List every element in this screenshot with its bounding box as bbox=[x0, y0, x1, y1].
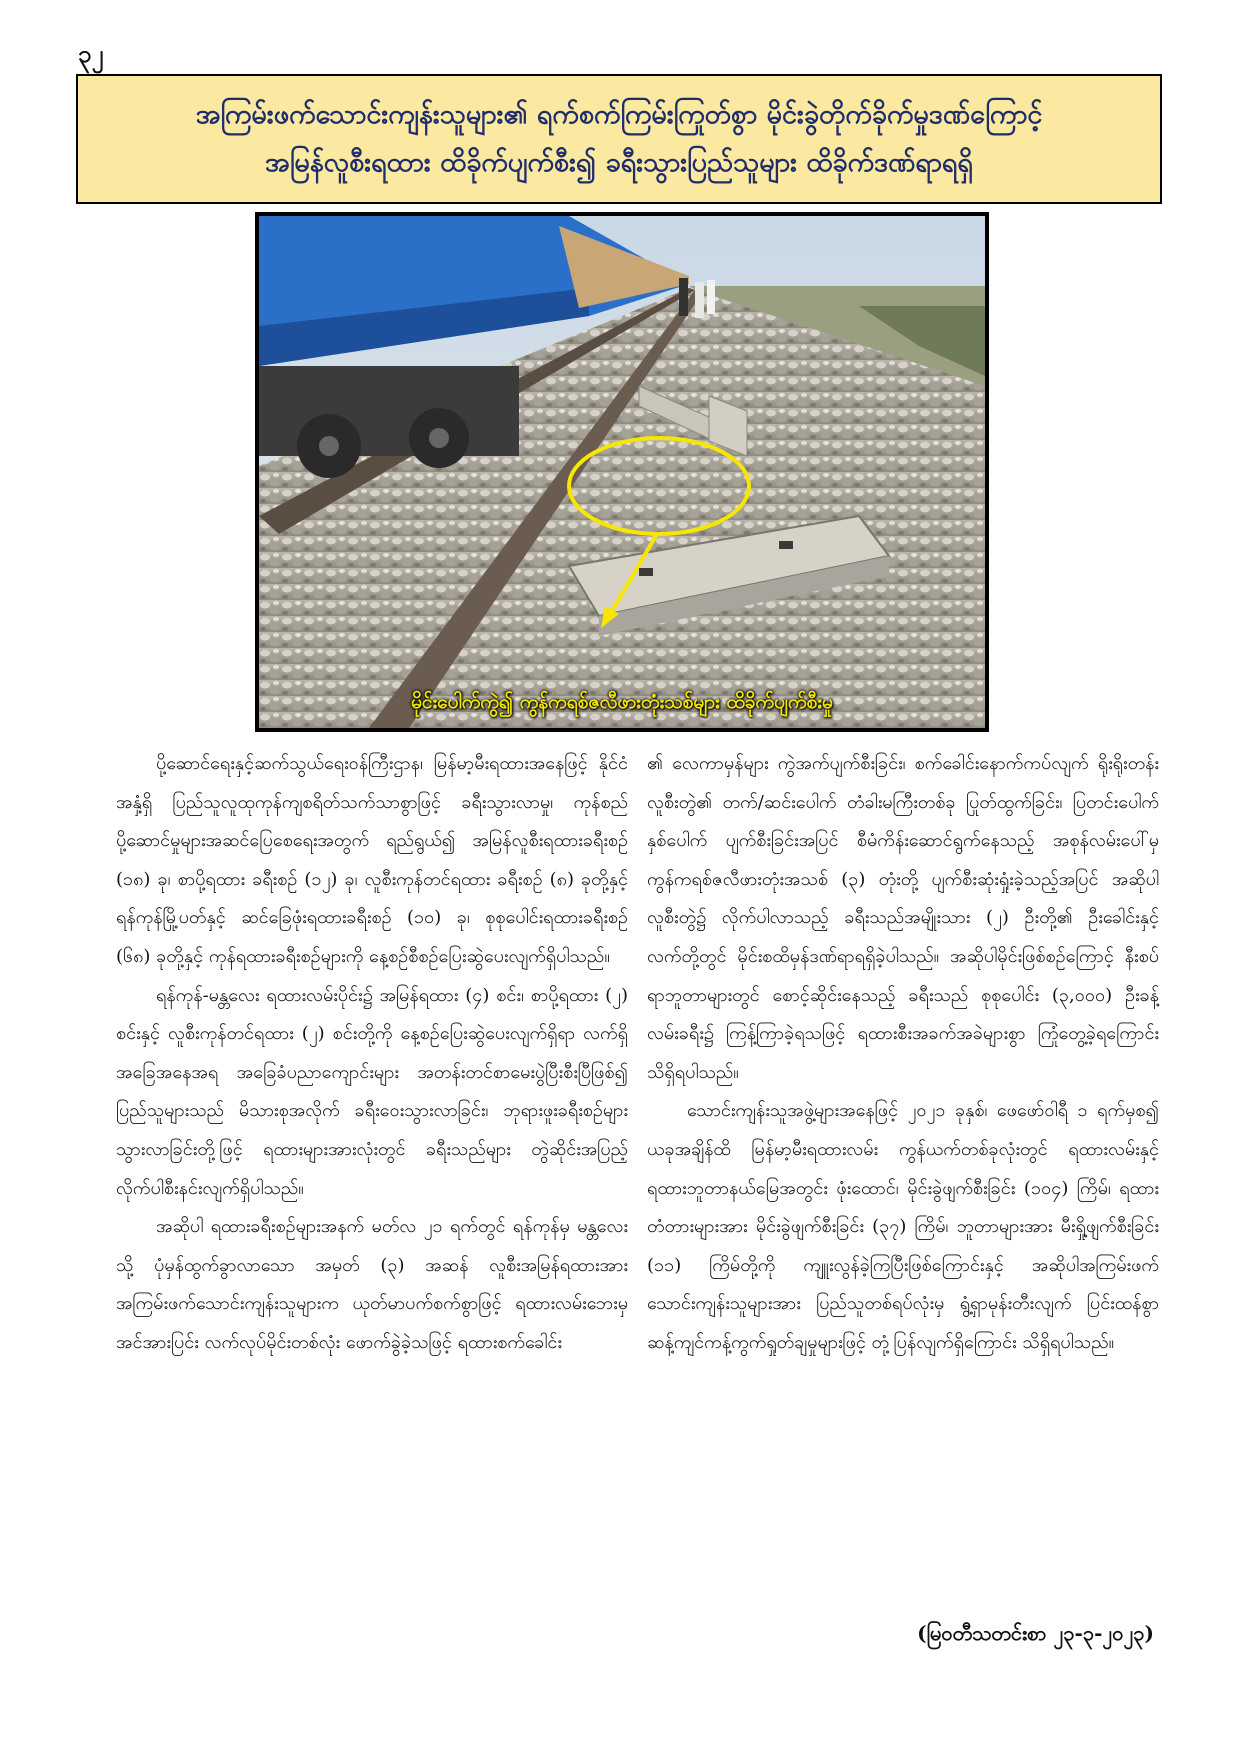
article-paragraph: အဆိုပါ ရထားခရီးစဉ်များအနက် မတ်လ ၂၁ ရက်တွင် ရန်ကုန်မှ မန္တလေးသို့ ပုံမှန်ထွက်ခွာလာသော အမှတ် (၃) အဆန် လူစီးအမြန်ရထားအား အကြမ်းဖက်သောင်းကျန်းသူများက ယုတ်မာပက်စက်စွာဖြင့် ရထားလမ်းဘေးမှ အင်အားပြင်း လက်လုပ်မိုင်းတစ်လုံး ဖောက်ခွဲခဲ့သဖြင့် ရထားစက်ခေါင်း bbox=[116, 1216, 628, 1353]
article-paragraph: ရန်ကုန်-မန္တလေး ရထားလမ်းပိုင်း၌ အမြန်ရထား (၄) စင်း၊ စာပို့ရထား (၂) စင်းနှင့် လူစီးကုန်တင်ရထား (၂) စင်းတို့ကို နေ့စဉ်ပြေးဆွဲပေးလျက်ရှိရာ လက်ရှိအခြေအနေအရ အခြေခံပညာကျောင်းများ အတန်းတင်စာမေးပွဲပြီးစီးပြီဖြစ်၍ ပြည်သူများသည် မိသားစုအလိုက် ခရီးဝေးသွားလာခြင်း၊ ဘုရားဖူးခရီးစဉ်များ သွားလာခြင်းတို့ဖြင့် ရထားများအားလုံးတွင် ခရီးသည်များ တွဲဆိုင်းအပြည့် လိုက်ပါစီးနင်းလျက်ရှိပါသည်။ bbox=[116, 984, 628, 1199]
headline-line-1: အကြမ်းဖက်သောင်းကျန်းသူများ၏ ရက်စက်ကြမ်းကြုတ်စွာ မိုင်းခွဲတိုက်ခိုက်မှုဒဏ်ကြောင့် bbox=[195, 99, 1043, 130]
train-track-photo bbox=[255, 212, 989, 732]
article-column-right bbox=[647, 745, 1159, 1363]
source-credit: (မြဝတီသတင်းစာ ၂၃-၃-၂၀၂၃) bbox=[917, 1621, 1154, 1645]
article-column-left bbox=[116, 745, 628, 1363]
photo-caption: မိုင်းပေါက်ကွဲ၍ ကွန်ကရစ်ဇလီဖားတုံးသစ်များ ထိခိုက်ပျက်စီးမှု bbox=[411, 691, 833, 713]
article-paragraph: သောင်းကျန်းသူအဖွဲ့များအနေဖြင့် ၂၀၂၁ ခုနှစ်၊ ဖေဖော်ဝါရီ ၁ ရက်မှစ၍ ယခုအချိန်ထိ မြန်မာ့မီးရထားလမ်း ကွန်ယက်တစ်ခုလုံးတွင် ရထားလမ်းနှင့် ရထားဘူတာနယ်မြေအတွင်း ဖုံးထောင်၊ မိုင်းခွဲဖျက်စီးခြင်း (၁၀၄) ကြိမ်၊ ရထားတံတားများအား မိုင်းခွဲဖျက်စီးခြင်း (၃၇) ကြိမ်၊ ဘူတာများအား မီးရှို့ဖျက်စီးခြင်း (၁၁) ကြိမ်တို့ကို ကျူးလွန်ခဲ့ကြပြီးဖြစ်ကြောင်းနှင့် အဆိုပါအကြမ်းဖက်သောင်းကျန်းသူများအား ပြည်သူတစ်ရပ်လုံးမှ ရွံ့ရှာမုန်းတီးလျက် ပြင်းထန်စွာဆန့်ကျင်ကန့်ကွက်ရှုတ်ချမှုများဖြင့် တုံ့ပြန်လျက်ရှိကြောင်း သိရှိရပါသည်။ bbox=[647, 1100, 1159, 1353]
headline-box bbox=[76, 74, 1162, 204]
photo-illustration bbox=[259, 216, 985, 728]
headline-line-2: အမြန်လူစီးရထား ထိခိုက်ပျက်စီး၍ ခရီးသွားပြည်သူများ ထိခိုက်ဒဏ်ရာရရှိ bbox=[265, 147, 973, 178]
article-paragraph: ၏ လေကာမှန်များ ကွဲအက်ပျက်စီးခြင်း၊ စက်ခေါင်းနောက်ကပ်လျက် ရိုးရိုးတန်းလူစီးတွဲ၏ တက်/ဆင်းပေါက် တံခါးမကြီးတစ်ခု ပြုတ်ထွက်ခြင်း၊ ပြတင်းပေါက်နှစ်ပေါက် ပျက်စီးခြင်းအပြင် စီမံကိန်းဆောင်ရွက်နေသည့် အစုန်လမ်းပေါ်မှ ကွန်ကရစ်ဇလီဖားတုံးအသစ် (၃) တုံးတို့ ပျက်စီးဆုံးရှုံးခဲ့သည့်အပြင် အဆိုပါလူစီးတွဲ၌ လိုက်ပါလာသည့် ခရီးသည်အမျိုးသား (၂) ဦးတို့၏ ဦးခေါင်းနှင့်လက်တို့တွင် မိုင်းစထိမှန်ဒဏ်ရာရရှိခဲ့ပါသည်။ အဆိုပါမိုင်းဖြစ်စဉ်ကြောင့် နီးစပ်ရာဘူတာများတွင် စောင့်ဆိုင်းနေသည့် ခရီးသည် စုစုပေါင်း (၃,၀၀၀) ဦးခန့် လမ်းခရီး၌ ကြန့်ကြာခဲ့ရသဖြင့် ရထားစီးအခက်အခဲများစွာ ကြုံတွေ့ခဲ့ရကြောင်း သိရှိရပါသည်။ bbox=[647, 753, 1159, 1083]
page-number: ၃၂ bbox=[78, 40, 104, 68]
article-paragraph: ပို့ဆောင်ရေးနှင့်ဆက်သွယ်ရေးဝန်ကြီးဌာန၊ မြန်မာ့မီးရထားအနေဖြင့် နိုင်ငံအနှံ့ရှိ ပြည်သူလူထုကုန်ကျစရိတ်သက်သာစွာဖြင့် ခရီးသွားလာမှု၊ ကုန်စည်ပို့ဆောင်မှုများအဆင်ပြေစေရေးအတွက် ရည်ရွယ်၍ အမြန်လူစီးရထားခရီးစဉ် (၁၈) ခု၊ စာပို့ရထား ခရီးစဉ် (၁၂) ခု၊ လူစီးကုန်တင်ရထား ခရီးစဉ် (၈) ခုတို့နှင့် ရန်ကုန်မြို့ပတ်နှင့် ဆင်ခြေဖုံးရထားခရီးစဉ် (၁၀) ခု၊ စုစုပေါင်းရထားခရီးစဉ် (၆၈) ခုတို့နှင့် ကုန်ရထားခရီးစဉ်များကို နေ့စဉ်စီစဉ်ပြေးဆွဲပေးလျက်ရှိပါသည်။ bbox=[116, 753, 628, 967]
